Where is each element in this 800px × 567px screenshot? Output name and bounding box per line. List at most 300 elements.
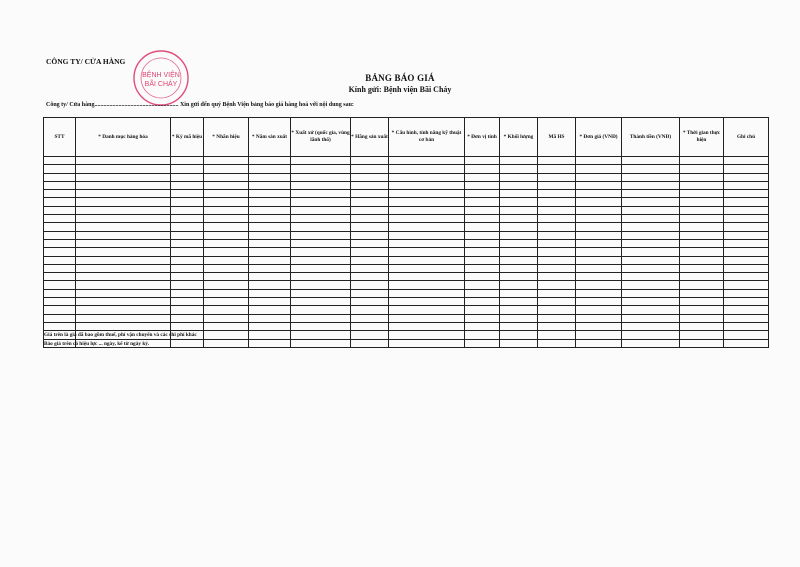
table-cell[interactable] [171,215,204,223]
table-cell[interactable] [538,190,576,198]
table-cell[interactable] [204,231,249,239]
table-cell[interactable] [171,248,204,256]
table-cell[interactable] [351,331,389,339]
table-cell[interactable] [500,256,538,264]
table-cell[interactable] [622,157,680,165]
table-cell[interactable] [351,322,389,330]
table-cell[interactable] [465,322,500,330]
table-cell[interactable] [576,173,622,181]
table-cell[interactable] [465,248,500,256]
table-cell[interactable] [622,339,680,347]
table-cell[interactable] [76,239,171,247]
table-cell[interactable] [622,273,680,281]
table-cell[interactable] [291,306,351,314]
table-cell[interactable] [389,273,465,281]
table-cell[interactable] [538,165,576,173]
table-cell[interactable] [389,165,465,173]
table-cell[interactable] [389,256,465,264]
table-cell[interactable] [465,314,500,322]
table-cell[interactable] [291,264,351,272]
table-cell[interactable] [44,264,76,272]
table-cell[interactable] [576,248,622,256]
table-cell[interactable] [680,322,724,330]
table-cell[interactable] [204,239,249,247]
table-cell[interactable] [204,298,249,306]
table-cell[interactable] [249,206,291,214]
table-cell[interactable] [465,198,500,206]
table-cell[interactable] [465,264,500,272]
table-cell[interactable] [351,339,389,347]
table-cell[interactable] [249,223,291,231]
table-cell[interactable] [204,322,249,330]
table-cell[interactable] [351,165,389,173]
table-cell[interactable] [680,173,724,181]
table-cell[interactable] [680,306,724,314]
table-cell[interactable] [500,331,538,339]
table-cell[interactable] [171,165,204,173]
table-cell[interactable] [576,314,622,322]
table-cell[interactable] [44,306,76,314]
table-cell[interactable] [500,264,538,272]
table-cell[interactable] [351,239,389,247]
table-cell[interactable] [576,181,622,189]
table-cell[interactable] [291,273,351,281]
table-cell[interactable] [76,264,171,272]
table-cell[interactable] [724,173,769,181]
table-cell[interactable] [389,298,465,306]
table-cell[interactable] [351,173,389,181]
table-cell[interactable] [44,281,76,289]
table-cell[interactable] [538,206,576,214]
table-cell[interactable] [291,181,351,189]
table-cell[interactable] [351,264,389,272]
table-cell[interactable] [538,298,576,306]
table-cell[interactable] [500,181,538,189]
table-cell[interactable] [622,181,680,189]
table-cell[interactable] [500,339,538,347]
table-cell[interactable] [76,215,171,223]
table-cell[interactable] [680,198,724,206]
table-cell[interactable] [389,215,465,223]
table-cell[interactable] [622,289,680,297]
table-cell[interactable] [249,339,291,347]
table-cell[interactable] [538,306,576,314]
table-cell[interactable] [171,281,204,289]
table-cell[interactable] [351,215,389,223]
table-cell[interactable] [291,322,351,330]
table-cell[interactable] [171,223,204,231]
table-cell[interactable] [622,314,680,322]
table-cell[interactable] [204,314,249,322]
table-cell[interactable] [465,273,500,281]
table-cell[interactable] [389,231,465,239]
table-cell[interactable] [500,173,538,181]
table-cell[interactable] [351,157,389,165]
table-cell[interactable] [204,157,249,165]
table-cell[interactable] [622,206,680,214]
table-cell[interactable] [44,273,76,281]
table-cell[interactable] [724,289,769,297]
table-cell[interactable] [465,231,500,239]
table-cell[interactable] [538,256,576,264]
table-cell[interactable] [44,231,76,239]
table-cell[interactable] [249,248,291,256]
table-cell[interactable] [76,289,171,297]
table-cell[interactable] [622,298,680,306]
table-cell[interactable] [500,198,538,206]
table-cell[interactable] [171,314,204,322]
table-cell[interactable] [576,322,622,330]
table-cell[interactable] [500,273,538,281]
table-cell[interactable] [465,223,500,231]
table-cell[interactable] [389,314,465,322]
table-cell[interactable] [538,322,576,330]
table-cell[interactable] [389,198,465,206]
table-cell[interactable] [44,322,76,330]
table-cell[interactable] [622,281,680,289]
table-cell[interactable] [500,281,538,289]
table-cell[interactable] [204,306,249,314]
table-cell[interactable] [76,181,171,189]
table-cell[interactable] [622,264,680,272]
table-cell[interactable] [204,173,249,181]
table-cell[interactable] [76,198,171,206]
table-cell[interactable] [465,206,500,214]
table-cell[interactable] [76,157,171,165]
table-cell[interactable] [389,248,465,256]
table-cell[interactable] [44,198,76,206]
table-cell[interactable] [622,239,680,247]
table-cell[interactable] [204,223,249,231]
table-cell[interactable] [724,273,769,281]
table-cell[interactable] [389,173,465,181]
table-cell[interactable] [680,157,724,165]
table-cell[interactable] [724,306,769,314]
table-cell[interactable] [465,239,500,247]
table-cell[interactable] [44,165,76,173]
table-cell[interactable] [724,339,769,347]
table-cell[interactable] [171,157,204,165]
table-cell[interactable] [465,331,500,339]
table-cell[interactable] [76,248,171,256]
table-cell[interactable] [576,264,622,272]
table-cell[interactable] [351,298,389,306]
table-cell[interactable] [680,165,724,173]
table-cell[interactable] [724,198,769,206]
table-cell[interactable] [576,215,622,223]
table-cell[interactable] [622,231,680,239]
table-cell[interactable] [724,231,769,239]
table-cell[interactable] [351,306,389,314]
table-cell[interactable] [351,181,389,189]
table-cell[interactable] [204,165,249,173]
table-cell[interactable] [389,157,465,165]
table-cell[interactable] [576,273,622,281]
table-cell[interactable] [291,298,351,306]
table-cell[interactable] [465,215,500,223]
table-cell[interactable] [680,206,724,214]
table-cell[interactable] [351,190,389,198]
table-cell[interactable] [622,173,680,181]
table-cell[interactable] [389,190,465,198]
table-cell[interactable] [680,215,724,223]
table-cell[interactable] [44,248,76,256]
table-cell[interactable] [389,206,465,214]
table-cell[interactable] [538,331,576,339]
table-cell[interactable] [724,206,769,214]
table-cell[interactable] [538,157,576,165]
table-cell[interactable] [291,339,351,347]
table-cell[interactable] [500,206,538,214]
table-cell[interactable] [249,281,291,289]
table-cell[interactable] [724,322,769,330]
table-cell[interactable] [44,215,76,223]
table-cell[interactable] [724,190,769,198]
table-cell[interactable] [500,322,538,330]
table-cell[interactable] [724,165,769,173]
table-cell[interactable] [76,314,171,322]
table-cell[interactable] [249,231,291,239]
table-cell[interactable] [351,314,389,322]
table-cell[interactable] [576,331,622,339]
table-cell[interactable] [500,165,538,173]
table-cell[interactable] [622,215,680,223]
table-cell[interactable] [576,298,622,306]
table-cell[interactable] [291,231,351,239]
table-cell[interactable] [538,173,576,181]
table-cell[interactable] [291,314,351,322]
table-cell[interactable] [44,289,76,297]
table-cell[interactable] [576,190,622,198]
table-cell[interactable] [622,223,680,231]
table-cell[interactable] [500,314,538,322]
table-cell[interactable] [291,165,351,173]
table-cell[interactable] [500,306,538,314]
table-cell[interactable] [171,256,204,264]
table-cell[interactable] [44,298,76,306]
table-cell[interactable] [724,248,769,256]
table-cell[interactable] [500,298,538,306]
table-cell[interactable] [500,190,538,198]
table-cell[interactable] [351,231,389,239]
table-cell[interactable] [204,331,249,339]
table-cell[interactable] [576,223,622,231]
table-cell[interactable] [538,215,576,223]
table-cell[interactable] [76,322,171,330]
table-cell[interactable] [204,215,249,223]
table-cell[interactable] [291,248,351,256]
table-cell[interactable] [249,264,291,272]
table-cell[interactable] [204,256,249,264]
table-cell[interactable] [724,298,769,306]
table-cell[interactable] [500,223,538,231]
table-cell[interactable] [389,264,465,272]
table-cell[interactable] [249,273,291,281]
table-cell[interactable] [622,322,680,330]
table-cell[interactable] [249,215,291,223]
table-cell[interactable] [500,157,538,165]
table-cell[interactable] [680,298,724,306]
table-cell[interactable] [204,248,249,256]
table-cell[interactable] [576,306,622,314]
table-cell[interactable] [76,165,171,173]
table-cell[interactable] [44,239,76,247]
table-cell[interactable] [680,256,724,264]
table-cell[interactable] [249,173,291,181]
table-cell[interactable] [291,289,351,297]
table-cell[interactable] [680,231,724,239]
table-cell[interactable] [171,181,204,189]
table-cell[interactable] [538,289,576,297]
table-cell[interactable] [622,256,680,264]
table-cell[interactable] [680,264,724,272]
table-cell[interactable] [249,306,291,314]
table-cell[interactable] [76,298,171,306]
table-cell[interactable] [291,223,351,231]
table-cell[interactable] [44,256,76,264]
table-cell[interactable] [538,314,576,322]
table-cell[interactable] [500,231,538,239]
table-cell[interactable] [465,256,500,264]
table-cell[interactable] [249,314,291,322]
table-cell[interactable] [576,256,622,264]
table-cell[interactable] [44,314,76,322]
table-cell[interactable] [680,314,724,322]
table-cell[interactable] [351,273,389,281]
table-cell[interactable] [622,331,680,339]
table-cell[interactable] [465,165,500,173]
table-cell[interactable] [204,206,249,214]
table-cell[interactable] [622,165,680,173]
table-cell[interactable] [171,264,204,272]
table-cell[interactable] [291,198,351,206]
table-cell[interactable] [44,190,76,198]
table-cell[interactable] [171,298,204,306]
table-cell[interactable] [724,239,769,247]
table-cell[interactable] [351,281,389,289]
table-cell[interactable] [249,239,291,247]
table-cell[interactable] [249,190,291,198]
table-cell[interactable] [622,190,680,198]
table-cell[interactable] [389,306,465,314]
table-cell[interactable] [76,273,171,281]
table-cell[interactable] [171,289,204,297]
table-cell[interactable] [249,157,291,165]
table-cell[interactable] [622,306,680,314]
table-cell[interactable] [465,181,500,189]
table-cell[interactable] [249,256,291,264]
table-cell[interactable] [680,223,724,231]
table-cell[interactable] [291,331,351,339]
table-cell[interactable] [204,264,249,272]
table-cell[interactable] [76,256,171,264]
table-cell[interactable] [249,181,291,189]
table-cell[interactable] [44,181,76,189]
table-cell[interactable] [576,339,622,347]
table-cell[interactable] [389,322,465,330]
table-cell[interactable] [171,190,204,198]
table-cell[interactable] [465,306,500,314]
table-cell[interactable] [500,248,538,256]
table-cell[interactable] [291,190,351,198]
table-cell[interactable] [351,289,389,297]
table-cell[interactable] [538,198,576,206]
table-cell[interactable] [389,223,465,231]
table-cell[interactable] [724,314,769,322]
table-cell[interactable] [576,231,622,239]
table-cell[interactable] [538,264,576,272]
table-cell[interactable] [724,331,769,339]
table-cell[interactable] [538,339,576,347]
table-cell[interactable] [465,157,500,165]
table-cell[interactable] [351,256,389,264]
table-cell[interactable] [76,231,171,239]
table-cell[interactable] [500,289,538,297]
table-cell[interactable] [538,181,576,189]
table-cell[interactable] [622,248,680,256]
table-cell[interactable] [291,215,351,223]
table-cell[interactable] [389,289,465,297]
table-cell[interactable] [680,281,724,289]
table-cell[interactable] [44,173,76,181]
table-cell[interactable] [291,239,351,247]
table-cell[interactable] [724,264,769,272]
table-cell[interactable] [44,157,76,165]
table-cell[interactable] [389,339,465,347]
table-cell[interactable] [351,223,389,231]
table-cell[interactable] [351,198,389,206]
table-cell[interactable] [500,239,538,247]
table-cell[interactable] [171,273,204,281]
table-cell[interactable] [249,289,291,297]
table-cell[interactable] [680,181,724,189]
table-cell[interactable] [291,157,351,165]
table-cell[interactable] [76,223,171,231]
table-cell[interactable] [465,289,500,297]
table-cell[interactable] [76,173,171,181]
table-cell[interactable] [291,281,351,289]
table-cell[interactable] [576,206,622,214]
table-cell[interactable] [576,165,622,173]
table-cell[interactable] [171,306,204,314]
table-cell[interactable] [76,190,171,198]
table-cell[interactable] [389,239,465,247]
table-cell[interactable] [351,206,389,214]
table-cell[interactable] [576,281,622,289]
table-cell[interactable] [44,206,76,214]
table-cell[interactable] [171,198,204,206]
table-cell[interactable] [389,181,465,189]
table-cell[interactable] [500,215,538,223]
table-cell[interactable] [576,239,622,247]
table-cell[interactable] [724,256,769,264]
table-cell[interactable] [76,206,171,214]
table-cell[interactable] [465,173,500,181]
table-cell[interactable] [680,190,724,198]
table-cell[interactable] [204,181,249,189]
table-cell[interactable] [538,248,576,256]
table-cell[interactable] [465,298,500,306]
table-cell[interactable] [680,248,724,256]
table-cell[interactable] [389,331,465,339]
table-cell[interactable] [680,331,724,339]
table-cell[interactable] [291,256,351,264]
table-cell[interactable] [465,190,500,198]
table-cell[interactable] [204,289,249,297]
table-cell[interactable] [576,157,622,165]
table-cell[interactable] [291,206,351,214]
table-cell[interactable] [171,173,204,181]
